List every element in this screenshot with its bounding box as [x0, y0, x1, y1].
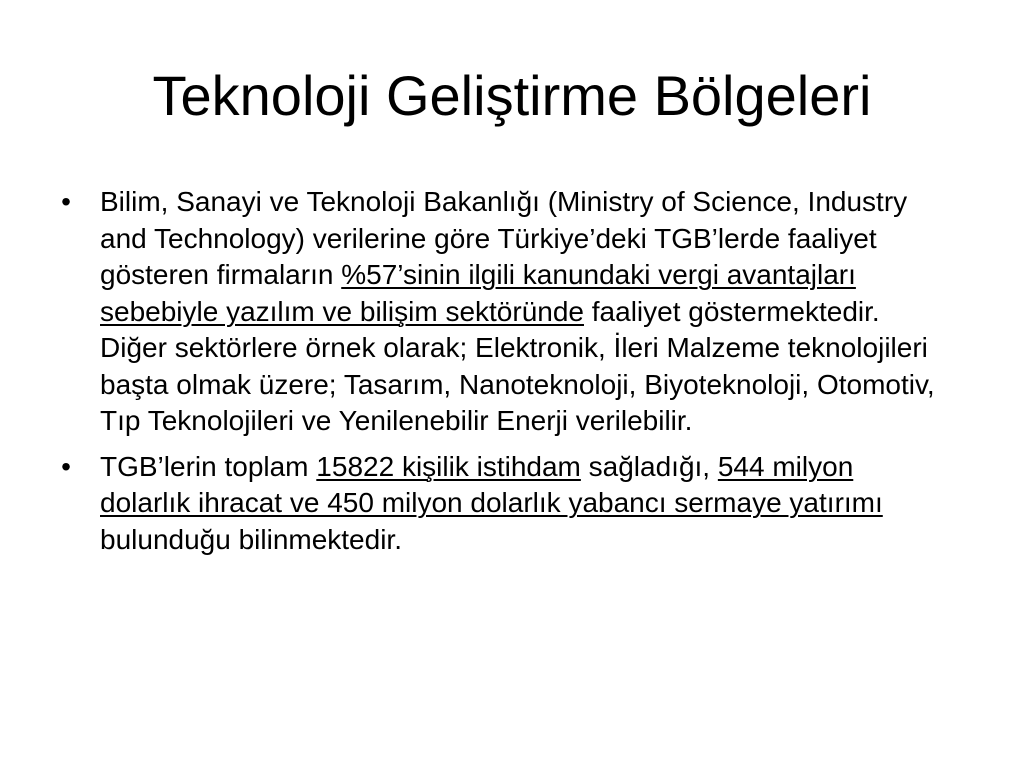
- bullet-text-part: Bilim, Sanayi ve Teknoloji Bakanlığı (Ministry of Science, Industry and Technology) verilerine göre Türkiye’deki TGB’lerde faaliyet gösteren firmaların: [100, 186, 908, 290]
- bullet-text-part: TGB’lerin toplam: [100, 450, 317, 482]
- bullet-text-part: bulunduğu bilinmektedir.: [100, 523, 402, 555]
- bullet-item-1: [61, 184, 950, 440]
- slide-title: Teknoloji Geliştirme Bölgeleri: [152, 64, 872, 127]
- bullet-item-2: [61, 449, 950, 559]
- bullet-list: [61, 184, 950, 567]
- underlined-text-part: %57’sinin ilgili kanundaki vergi avantajları sebebiyle yazılım ve bilişim sektöründe: [100, 259, 856, 327]
- bullet-marker: •: [61, 186, 71, 217]
- underlined-text-part: 544 milyon dolarlık ihracat ve 450 milyon dolarlık yabancı sermaye yatırımı: [100, 450, 883, 518]
- underlined-text-part: 15822 kişilik istihdam: [316, 450, 581, 482]
- bullet-text-part: faaliyet göstermektedir. Diğer sektörlere örnek olarak; Elektronik, İleri Malzeme teknolojileri başta olmak üzere; Tasarım, Nanoteknoloji, Biyoteknoloji, Otomotiv, Tıp Teknolojileri ve Yenilenebilir Enerji verilebilir.: [100, 295, 935, 436]
- bullet-marker: •: [61, 450, 71, 482]
- bullet-text-part: sağladığı,: [580, 450, 718, 482]
